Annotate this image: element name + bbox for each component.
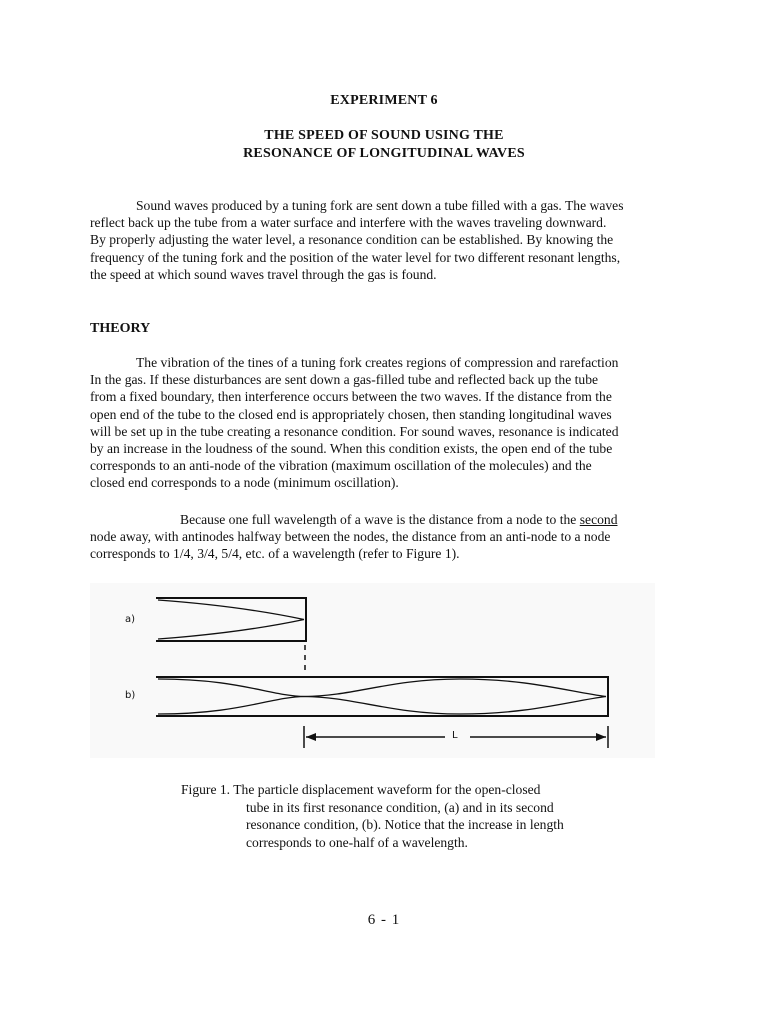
caption-line: Figure 1. The particle displacement waveform for the open-closed [181,782,541,797]
figure-1 [90,583,655,758]
theory-line: The vibration of the tines of a tuning fork creates regions of compression and rarefaction [136,355,619,370]
theory-line: by an increase in the loudness of the sound. When this condition exists, the open end of the tube [90,441,613,457]
theory-line: from a fixed boundary, then interference occurs between the two waves. If the distance from the [90,389,612,405]
theory-line: corresponds to 1/4, 3/4, 5/4, etc. of a wavelength (refer to Figure 1). [90,546,460,562]
theory-line: open end of the tube to the closed end is appropriately chosen, then standing longitudinal waves [90,406,612,422]
intro-line: Sound waves produced by a tuning fork are sent down a tube filled with a gas. The waves [136,198,624,213]
caption-line: resonance condition, (b). Notice that the increase in length [246,817,564,832]
theory-line: node away, with antinodes halfway between the nodes, the distance from an anti-node to a node [90,529,611,545]
intro-line: frequency of the tuning fork and the position of the water level for two different resonant lengths, [90,249,621,265]
label-b: b) [125,690,136,701]
theory-line [90,511,678,528]
underlined-word: second [579,512,618,527]
theory-line: corresponds to an anti-node of the vibration (maximum oscillation of the molecules) and the [90,458,592,474]
intro-line: By properly adjusting the water level, a resonance condition can be established. By knowing the [90,232,614,248]
title-line-1: THE SPEED OF SOUND USING THE [264,128,504,143]
title-line-2: RESONANCE OF LONGITUDINAL WAVES [243,146,525,161]
theory-heading: THEORY [90,321,151,336]
theory-line: will be set up in the tube creating a resonance condition. For sound waves, resonance is indicated [90,423,619,439]
intro-line: the speed at which sound waves travel through the gas is found. [90,266,437,282]
caption-line: tube in its first resonance condition, (a) and in its second [246,800,554,815]
label-a: a) [125,614,136,625]
intro-line: reflect back up the tube from a water surface and interfere with the waves traveling downward. [90,215,607,231]
length-label: L [452,730,458,741]
caption-line: corresponds to one-half of a wavelength. [246,835,468,850]
theory-line-text: Because one full wavelength of a wave is the distance from a node to the [180,512,580,527]
theory-paragraph-1 [90,354,678,492]
intro-paragraph [90,197,678,283]
theory-line: closed end corresponds to a node (minimum oscillation). [90,475,399,491]
tube-b [156,676,608,717]
theory-line: In the gas. If these disturbances are sent down a gas-filled tube and reflected back up the tube [90,372,599,388]
theory-paragraph-2 [90,511,678,563]
tube-a [156,597,306,642]
page-number: 6 - 1 [367,912,401,928]
experiment-number: EXPERIMENT 6 [330,93,438,108]
tube-diagram [90,583,655,758]
